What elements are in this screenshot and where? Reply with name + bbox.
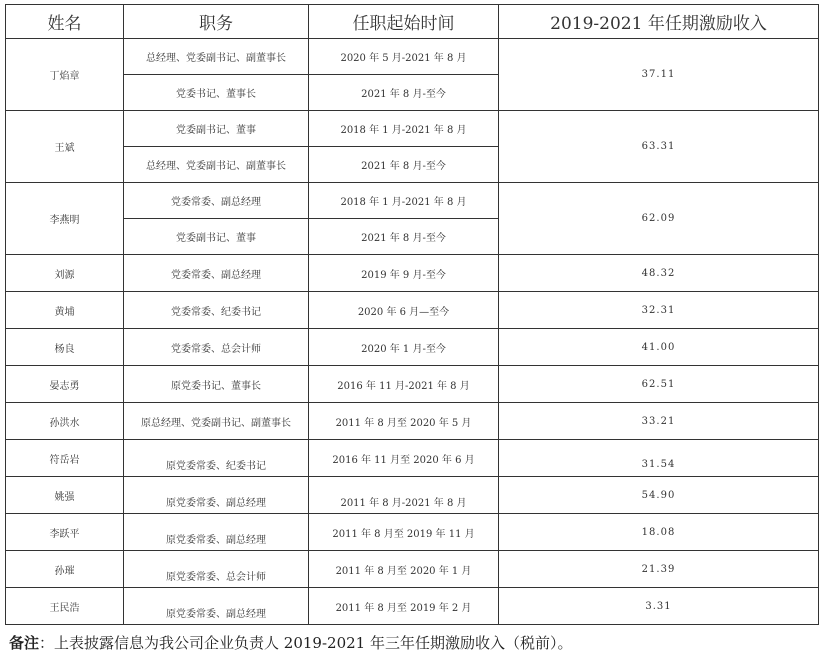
position-text: 原党委常委、总会计师 — [166, 571, 266, 583]
header-name: 姓名 — [6, 5, 124, 39]
position-cell — [124, 477, 309, 514]
income-cell: 48.32 — [499, 255, 819, 292]
period-text: 2011 年 8 月-2021 年 8 月 — [340, 497, 467, 509]
period-cell: 2021 年 8 月-至今 — [309, 75, 499, 111]
table-row — [6, 440, 819, 477]
position-cell: 原党委书记、董事长 — [124, 366, 309, 403]
position-text: 原党委常委、副总经理 — [166, 534, 266, 546]
name-cell: 孙璀 — [6, 551, 124, 588]
name-cell: 孙洪水 — [6, 403, 124, 440]
position-cell — [124, 514, 309, 551]
income-cell: 54.90 — [499, 477, 819, 514]
period-cell: 2011 年 8 月至 2019 年 11 月 — [309, 514, 499, 551]
header-position: 职务 — [124, 5, 309, 39]
table-row — [6, 477, 819, 514]
position-cell: 原总经理、党委副书记、副董事长 — [124, 403, 309, 440]
footnote-label: 备注 — [9, 634, 40, 652]
period-cell: 2021 年 8 月-至今 — [309, 147, 499, 183]
position-text: 原党委常委、副总经理 — [166, 497, 266, 509]
incentive-income-table — [5, 4, 819, 625]
period-cell: 2020 年 1 月-至今 — [309, 329, 499, 366]
position-cell — [124, 551, 309, 588]
income-cell: 33.21 — [499, 403, 819, 440]
period-cell — [309, 477, 499, 514]
header-row — [6, 5, 819, 39]
table-row — [6, 183, 819, 219]
income-cell: 62.51 — [499, 366, 819, 403]
period-cell: 2011 年 8 月至 2020 年 5 月 — [309, 403, 499, 440]
footnote — [9, 632, 572, 653]
income-text: 31.54 — [641, 458, 676, 470]
position-cell: 党委常委、纪委书记 — [124, 292, 309, 329]
period-cell: 2011 年 8 月至 2020 年 1 月 — [309, 551, 499, 588]
period-cell: 2018 年 1 月-2021 年 8 月 — [309, 111, 499, 147]
name-cell: 刘源 — [6, 255, 124, 292]
period-cell: 2020 年 5 月-2021 年 8 月 — [309, 39, 499, 75]
period-cell: 2021 年 8 月-至今 — [309, 219, 499, 255]
income-cell: 32.31 — [499, 292, 819, 329]
position-cell: 党委常委、副总经理 — [124, 183, 309, 219]
position-cell: 总经理、党委副书记、副董事长 — [124, 39, 309, 75]
income-cell: 63.31 — [499, 111, 819, 183]
income-cell: 21.39 — [499, 551, 819, 588]
period-cell: 2020 年 6 月—至今 — [309, 292, 499, 329]
position-cell: 党委常委、总会计师 — [124, 329, 309, 366]
name-cell: 晏志勇 — [6, 366, 124, 403]
table-row — [6, 588, 819, 625]
income-cell: 3.31 — [499, 588, 819, 625]
period-cell: 2016 年 11 月至 2020 年 6 月 — [309, 440, 499, 477]
table-row — [6, 292, 819, 329]
income-cell: 41.00 — [499, 329, 819, 366]
name-cell: 丁焰章 — [6, 39, 124, 111]
position-cell: 党委副书记、董事 — [124, 111, 309, 147]
name-cell: 王民浩 — [6, 588, 124, 625]
name-cell: 李燕明 — [6, 183, 124, 255]
position-cell: 党委常委、副总经理 — [124, 255, 309, 292]
header-income: 2019-2021 年任期激励收入 — [499, 5, 819, 39]
position-text: 原党委常委、纪委书记 — [166, 460, 266, 472]
table-row — [6, 39, 819, 75]
period-cell: 2018 年 1 月-2021 年 8 月 — [309, 183, 499, 219]
income-cell: 37.11 — [499, 39, 819, 111]
income-cell: 62.09 — [499, 183, 819, 255]
position-cell — [124, 588, 309, 625]
position-cell: 党委书记、董事长 — [124, 75, 309, 111]
name-cell: 符岳岩 — [6, 440, 124, 477]
position-cell: 总经理、党委副书记、副董事长 — [124, 147, 309, 183]
position-text: 原党委常委、副总经理 — [166, 608, 266, 620]
name-cell: 王斌 — [6, 111, 124, 183]
table-row — [6, 255, 819, 292]
period-cell: 2011 年 8 月至 2019 年 2 月 — [309, 588, 499, 625]
table-row — [6, 366, 819, 403]
table-row — [6, 514, 819, 551]
period-cell: 2019 年 9 月-至今 — [309, 255, 499, 292]
table-row — [6, 403, 819, 440]
footnote-text: ：上表披露信息为我公司企业负责人 2019-2021 年三年任期激励收入（税前）。 — [39, 634, 573, 652]
period-cell: 2016 年 11 月-2021 年 8 月 — [309, 366, 499, 403]
income-cell: 18.08 — [499, 514, 819, 551]
name-cell: 姚强 — [6, 477, 124, 514]
position-cell — [124, 440, 309, 477]
table-row — [6, 329, 819, 366]
income-cell — [499, 440, 819, 477]
name-cell: 李跃平 — [6, 514, 124, 551]
name-cell: 黄埔 — [6, 292, 124, 329]
name-cell: 杨良 — [6, 329, 124, 366]
position-cell: 党委副书记、董事 — [124, 219, 309, 255]
table-row — [6, 111, 819, 147]
table-row — [6, 551, 819, 588]
header-start-time: 任职起始时间 — [309, 5, 499, 39]
